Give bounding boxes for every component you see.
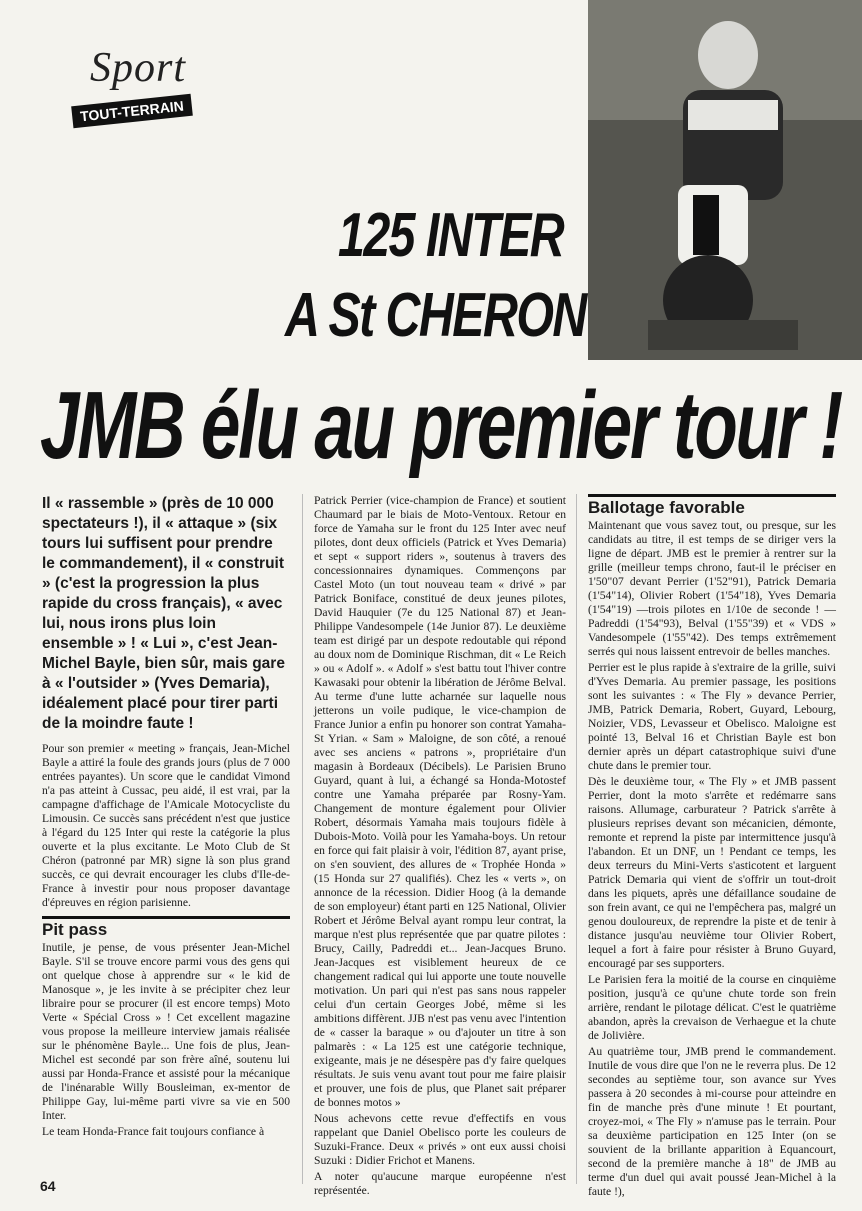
headline-line2: A St CHERON: [285, 281, 586, 350]
motocross-rider-photo: [588, 0, 862, 360]
headline-line1: 125 INTER: [338, 201, 564, 270]
section-tag: TOUT-TERRAIN: [71, 94, 193, 128]
column-divider: [302, 494, 303, 1184]
paragraph: Perrier est le plus rapide à s'extraire de la grille, suivi d'Yves Demaria. Au premier passage, les positions sont les suivantes : « The Fly » devance Perrier, JMB, Patrick Demaria, Robert, Guyard, Lebourg, Noizier, VDS, Levasseur et Obelisco. Maloigne est pointé 13, Belval 16 et Christian Bayle est bon dernier après un départ catastrophique suivi d'une chute dans le premier tour.: [588, 661, 836, 772]
subhead-ballotage: Ballotage favorable: [588, 494, 836, 515]
paragraph: Nous achevons cette revue d'effectifs en vous rappelant que Daniel Obelisco porte les couleurs de Suzuki-France. Deux « privés » ont eux aussi choisi Suzuki : Didier Frichot et Manens.: [314, 1112, 566, 1167]
column-2: [314, 494, 566, 1200]
paragraph: A noter qu'aucune marque européenne n'est représentée.: [314, 1170, 566, 1197]
subhead-pit-pass: Pit pass: [42, 916, 290, 937]
paragraph: Maintenant que vous savez tout, ou presque, sur les candidats au titre, il est temps de se diriger vers la ligne de départ. JMB est le premier à rentrer sur la grille (meilleur temps chrono, faut-il le préciser en 1'50"07 devant Perrier (1'52"91), Patrick Demaria (1'54"14), Olivier Robert (1'54"18), Yves Demaria (1'54"19) —trois pilotes en 1/10e de seconde ! — Padreddi (1'54"93), Belval (1'55"39) et « VDS » Vandesompele (1'55"42). Des temps extrêmement serrés qui nous laissent entrevoir de belles manches.: [588, 519, 836, 658]
paragraph: Inutile, je pense, de vous présenter Jean-Michel Bayle. S'il se trouve encore parmi vous des gens qui ont quelque chose à apprendre sur « le kid de Manosque », je les invite à se précipiter chez leur libraire pour se procurer (il est encore temps) Moto Verte « Spécial Cross » ! Cet excellent magazine vous propose la meilleure interview jamais réalisée sur le phénomène Bayle... Une fois de plus, Jean-Michel est secondé par son frère aîné, soutenu lui aussi par Honda-France et assisté pour la mécanique de l'inénarable Willy Bousleiman, ex-mentor de Philippe Gay, lui-même parti vivre sa vie en 500 Inter.: [42, 941, 290, 1122]
paragraph: Le team Honda-France fait toujours confiance à: [42, 1125, 265, 1138]
rider-illustration: [588, 0, 862, 360]
paragraph: Pour son premier « meeting » français, Jean-Michel Bayle a attiré la foule des grands jours (plus de 7 000 entrées payantes). Un score que le candidat Vimond n'a pas atteint à Cussac, peu aidé, il est vrai, par la campagne d'affichage de l'Amicale Motocycliste du Limousin. Ce succès sans précédent n'est que justice à l'égard du 125 Inter qui reste la catégorie la plus ouverte et la plus excitante. Le Moto Club de St Chéron (patronné par MR) signe là son plus grand succès, ce qui devrait encourager les clubs d'Ile-de-France à investir pour nous proposer davantage d'épreuves en région parisienne.: [42, 742, 290, 909]
column-1: [42, 494, 290, 1141]
section-label: Sport: [90, 45, 187, 91]
column-divider: [576, 494, 577, 1184]
paragraph: Au quatrième tour, JMB prend le commandement. Inutile de vous dire que l'on ne le reverra plus. De 12 secondes au septième tour, son avance sur Yves passera à 20 secondes à mi-course pour atteindre en fin de manche près d'une minute ! Et pourtant, croyez-moi, « The Fly » n'amuse pas le terrain. Pour sa deuxième participation en 125 Inter (on se souvient de la brillante apparition à Equancourt, second de la première manche à 18" de JMB au terme d'un duel qui avait poussé Jean-Michel à la faute !),: [588, 1045, 836, 1198]
paragraph: Le Parisien fera la moitié de la course en cinquième position, jusqu'à ce qu'une chute torde son frein arrière, rendant le pilotage délicat. C'est le quatrième abandon, après la crevaison de Verhaegue et la chute de Jolivière.: [588, 973, 836, 1042]
lede: Il « rassemble » (près de 10 000 spectateurs !), il « attaque » (six tours lui suffisent pour prendre le commandement), il « construit » (c'est la progression la plus rapide du cross français), « avec lui, nous irons plus loin ensemble » ! « Lui », c'est Jean-Michel Bayle, bien sûr, mais gare à « l'outsider » (Yves Demaria), idéalement placé pour tirer parti de la moindre faute !: [42, 495, 285, 732]
paragraph: Dès le deuxième tour, « The Fly » et JMB passent Perrier, dont la moto s'arrête et redémarre sans raisons. Allumage, carburateur ? Patrick s'arrête à plusieurs reprises devant son mécanicien, démonte, remonte et reprend la piste par intermittence jusqu'à l'abandon. Et un DNF, un ! Pendant ce temps, les deux terreurs du Mini-Verts s'asticotent et larguent Patrick Demaria qui vient de s'offrir un tout-droit dans les piquets, après une défaillance soudaine de son frein avant, ce qui ne l'empêchera pas, malgré un genou douloureux, de reprendre la piste et de tenir à distance jusqu'au neuvième tour Olivier Robert, lequel a fort à faire pour résister à Bruno Guyard, encouragé par ses supporters.: [588, 775, 836, 970]
paragraph: Patrick Perrier (vice-champion de France) et soutient Chaumard par le biais de Moto-Ventoux. Retour en force de Yamaha sur le front du 125 Inter avec neuf pilotes, dont deux officiels (Patrick et Yves Demaria) et sept « support riders », soutenus à travers des concessionnaires dynamiques. Commençons par Castel Moto (un tout nouveau team « drivé » par Patrick Boniface, constitué de deux jeunes pilotes, David Hauquier (7e du 125 National 87) et Jean-Philippe Vandesompele (14e Junior 87). Le deuxième team est dirigé par un despote redoutable qui répond au doux nom de Dominique Rischman, dit « Le Reich » ou « Adolf ». « Adolf » s'est battu tout l'hiver contre Kawasaki pour obtenir la libération de Jérôme Belval. Au terme d'une lutte acharnée sur laquelle nous jetterons un voile pudique, le vice-champion de France Junior a enfin pu honorer son contrat Yamaha-St Yrian. « Sam » Maloigne, de son côté, a renoué avec ses anciens « patrons », propriétaire d'un magasin à Bordeaux (Décibels). Le Parisien Bruno Guyard, quant à lui, a échangé sa Honda-Motostef contre une Yamaha préparée par Rosny-Yam. Changement de monture également pour Olivier Robert, désormais Yamaha mais toujours fidèle à Dubois-Moto. Voilà pour les Yamaha-boys. Un retour en force qui fait plaisir à voir, l'édition 87, ayant prise, on s'en souvient, des allures de « Trophée Honda » (15 Honda sur 27 qualifiés). Chez les « verts », on annonce de la récession. Didier Hoog (à la demande de son employeur) étant parti en 125 National, Olivier Robert et Jérôme Belval ayant rompu leur contrat, la marque n'est plus représentée que par quatre pilotes : Brucy, Cailly, Padreddi et... Jean-Jacques Bruno. Jean-Jacques est visiblement heureux de ce changement radical qui lui apporte une toute nouvelle motivation. Un pari qui n'est pas sans nous rappeler celui d'un certain Georges Jobé, même si les ambitions diffèrent. JJB n'est pas venu avec l'intention de « casser la baraque » ou d'ajouter un titre à son palmarès : « La 125 est une catégorie technique, exigeante, mais je ne désespère pas d'y faire quelques résultats. Je suis venu avant tout pour me faire plaisir et prouver, une fois de plus, que Planet sait préparer de bonnes motos »: [314, 494, 566, 1109]
main-headline: JMB élu au premier tour !: [40, 372, 842, 479]
page-number: 64: [40, 1178, 56, 1194]
column-3: [588, 494, 836, 1201]
